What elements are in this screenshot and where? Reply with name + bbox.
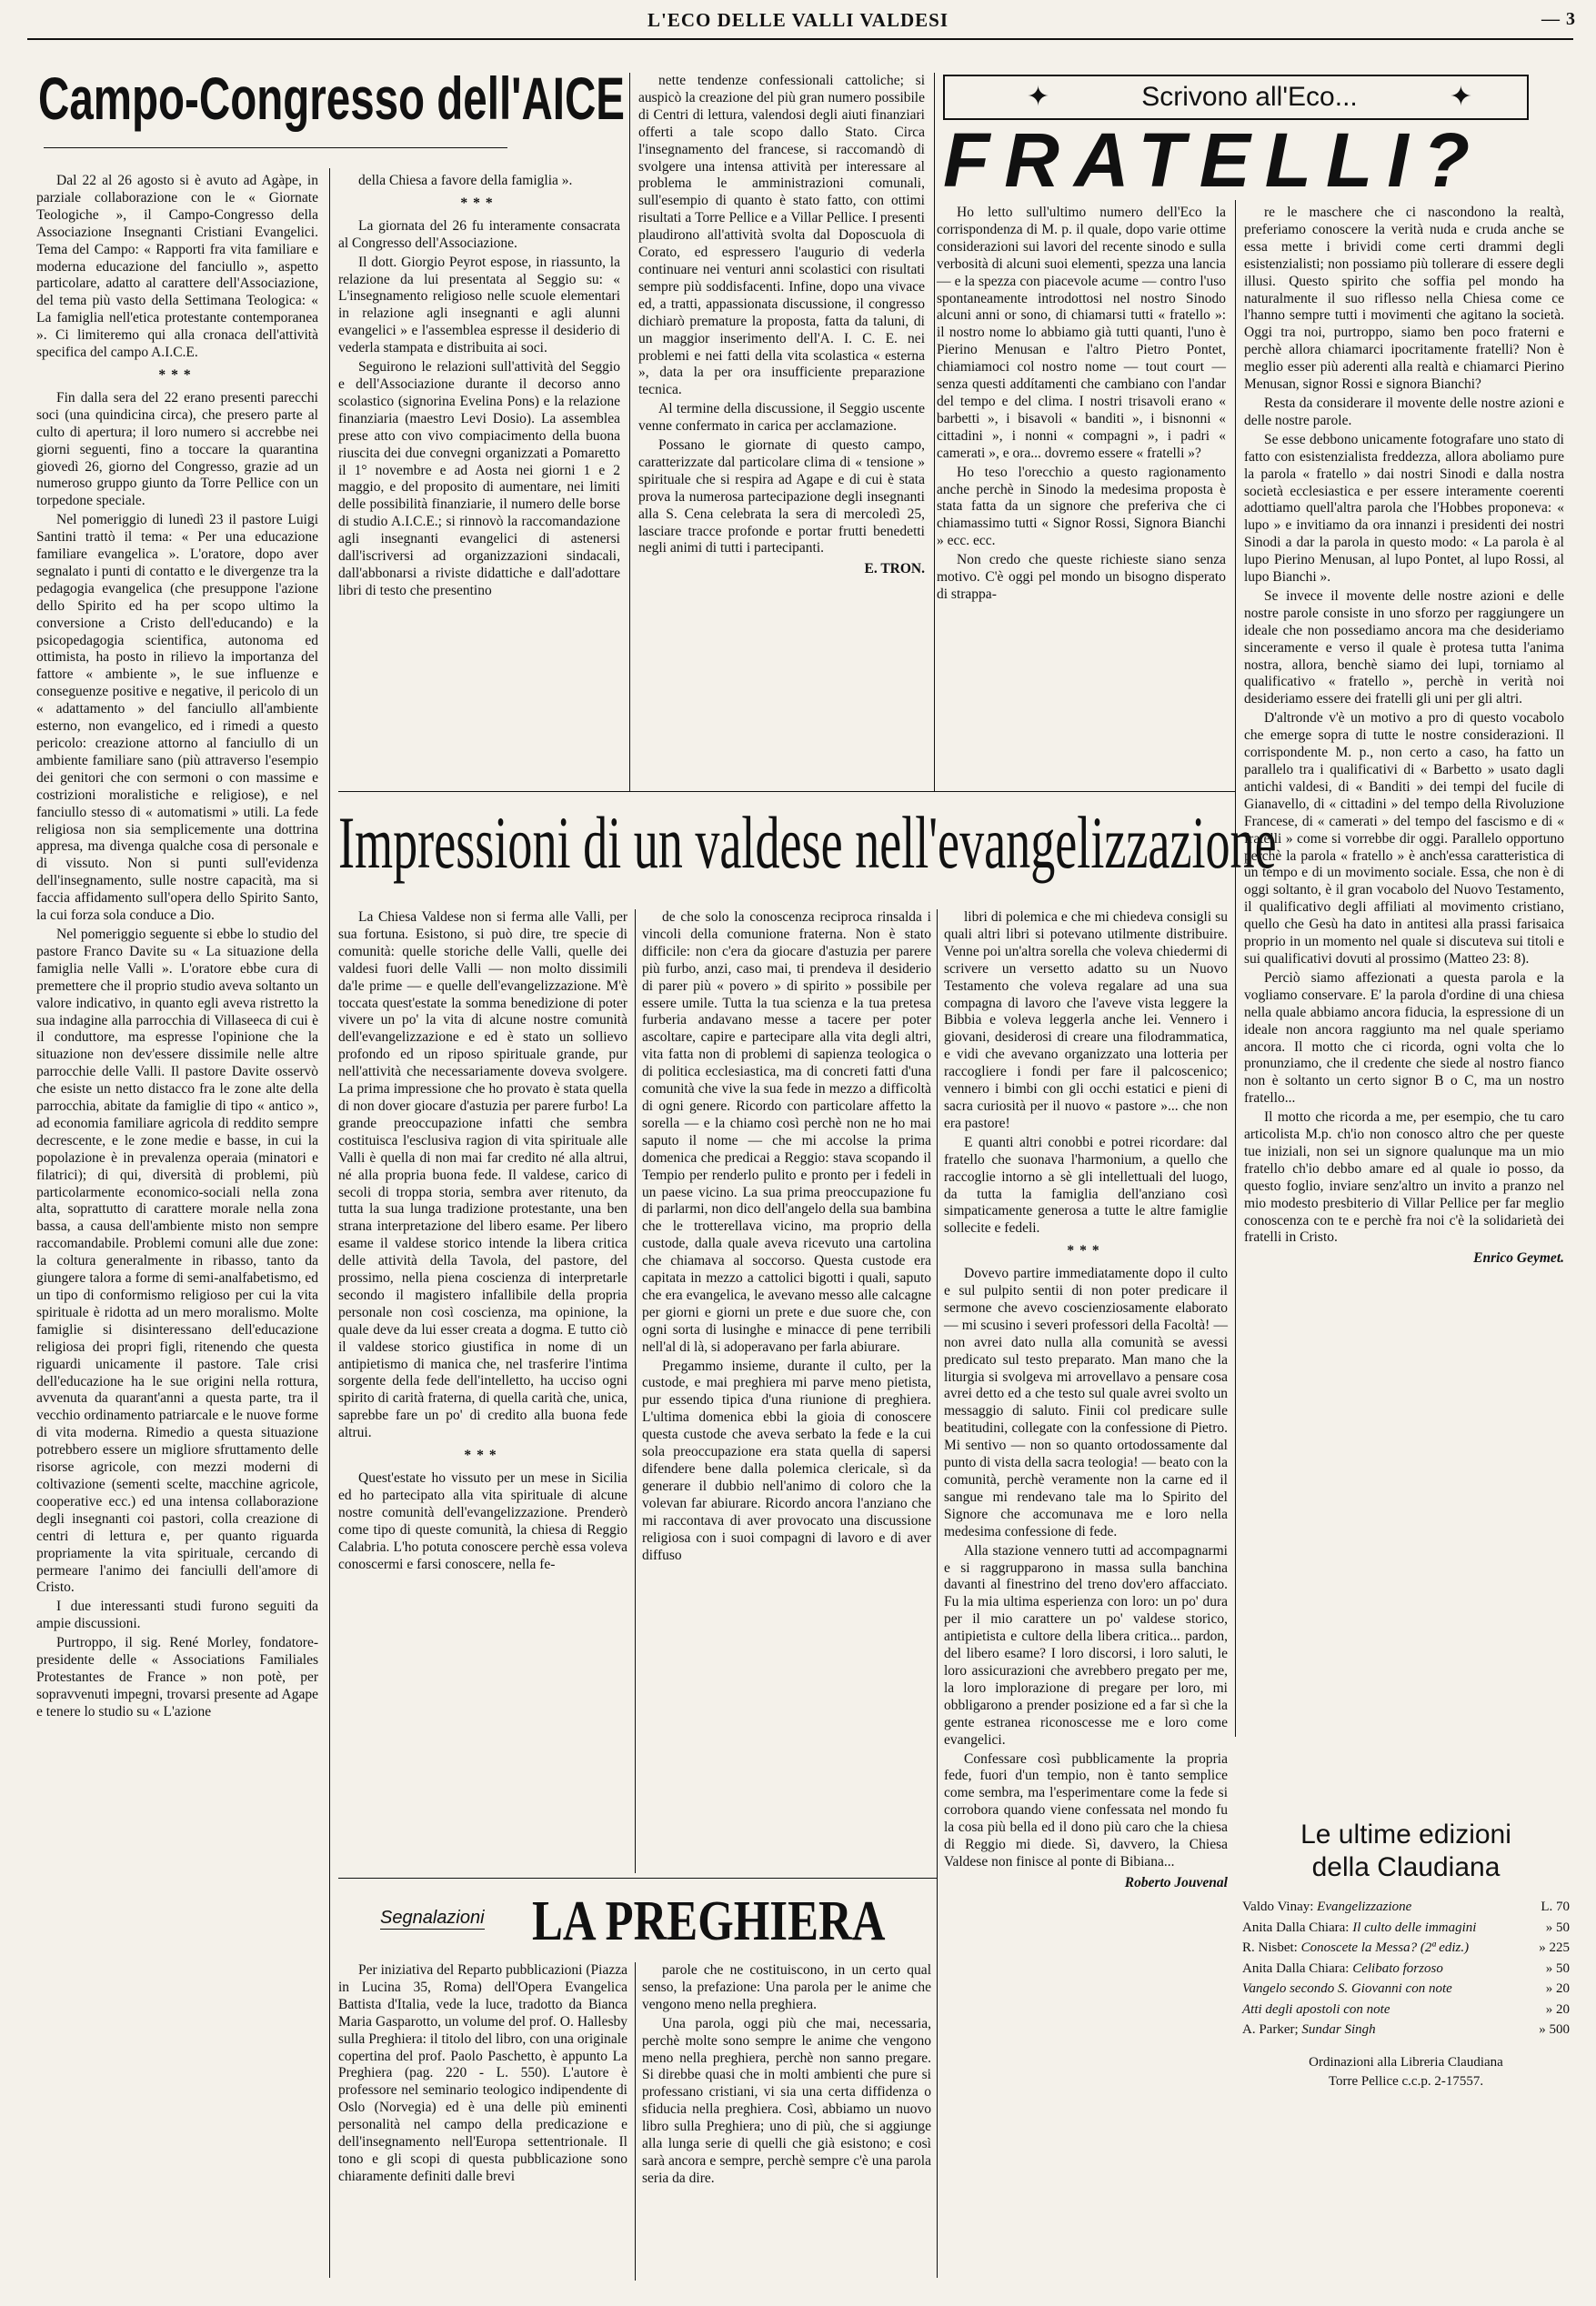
claudiana-book-author: Anita Dalla Chiara: (1242, 1920, 1353, 1935)
claudiana-book-item (1242, 1918, 1570, 1939)
column-divider (934, 73, 935, 791)
claudiana-book-item (1242, 1959, 1570, 1980)
fratelli-tag (943, 75, 1529, 120)
aice-paragraph: Il dott. Giorgio Peyrot espose, in riassunto, la relazione da lui presentata al Seggio su: « L'insegnamento religioso nelle scuole elementari in relazione agli insegnanti e agli alunni evangelici » e l'assemblea espresse il desiderio di vederla stampata e distribuita ai soci. (338, 254, 620, 356)
aice-paragraph: Dal 22 al 26 agosto si è avuto ad Agàpe, in parziale collaborazione con le « Giornate Teologiche », il Campo-Congresso della Associazione Insegnanti Cristiani Evangelici. Tema del Campo: « Rapporti fra vita familiare e moderna educazione del fanciullo », aspetto particolare, adatto al carattere dell'Associazione, del tema più vasto della Settimana Teologica: « La famiglia nell'etica protestante contemporanea ». Ci limiteremo qui alla cronaca dell'attività specifica del campo A.I.C.E. (36, 173, 318, 361)
claudiana-book-price: » 50 (1545, 1920, 1570, 1935)
aice-column-3 (638, 73, 925, 791)
impressioni-paragraph: La Chiesa Valdese non si ferma alle Valli, per sua fortuna. Esistono, si può dire, tre specie di comunità: quelle storiche delle Valli, quelle dei valdesi fuori delle Valli — non molto dissimili da'le prime — e quelle dell'evangelizzazione. M'è toccata quest'estate la somma benedizione di poter vivere un po' la vita di alcune nostre comunità dell'evangelizzazione e ed è stato un sollievo profondo ed un riposo spirituale grande, pur nell'attività che necessariamente doveva svolgere. La prima impressione che ho provato è stata quella di non dover giocare d'astuzia per parere furbo! La grande preoccupazione infatti che sembra costituisca l'esclusiva ragion di vita spirituale alle Valli è quella di non mai far credito né alla altrui, né alla propria buona fede. Il valdese, carico di secoli di troppa storia, sembra aver ritenuto, da tutta la sua lunga tradizione protestante, una ben strana interpretazione del libero esame. Per libero esame il valdese storico intende la libera critica delle attività della Tavola, del pastore, del prossimo, nella piena coscienza di interpretarle secondo il magistero infallibile della propria personale non così coscienza, ma opinione, la quale deve da lui esser creata a dogma. E tutto ciò il valdese storico giustifica in nome di un antipietismo di manica che, nel trasferire l'intima sorgente della fede dell'intelletto, ha ucciso ogni spirito di carità fraterna, di quella carità che, unica, saprebbe fare un po' di credito alla buona fede altrui. (338, 909, 627, 1441)
fratelli-paragraph: Il motto che ricorda a me, per esempio, che tu caro articolista M.p. ch'io non conosco altro che per queste tue iniziali, non sei un signore qualunque ma un mio fratello ch'io debbo amare ed al quale io posso, da questo foglio, inviare senz'altro un invito a pranzo nel mio modesto presbiterio di Villar Pellice per far meglio conoscenza con te e perchè fra noi c'è la solidarietà dei fratelli in Cristo. (1244, 1109, 1564, 1246)
impressioni-paragraph: E quanti altri conobbi e potrei ricordare: dal fratello che suonava l'harmonium, a quello che raccoglie intorno a sè gli intellettuali del luogo, da tutta la famiglia dell'anziano così simpaticamente generosa a tutte le altre famiglie sollecite e fedeli. (944, 1134, 1228, 1237)
fratelli-paragraph: D'altronde v'è un motivo a pro di questo vocabolo che emerge sopra di tutte le nostre considerazioni. Il corrispondente M. p., non certo a caso, ha fatto un parallelo tra i qualificativi di « Barbetto » usato dagli antichi valdesi, di « Banditi » dei tempi del fucile di Gianavello, di « cittadini » del tempo della Rivoluzione Francese, di « camerati » del tempo del fascismo e di « fratelli » come si vorrebbe dir oggi. Parallelo opportuno perchè la parola « fratello » è anch'essa caratteristica di un tempo e di un movimento sociale. Essa, che non è di oggi soltanto, è il gran vocabolo del Nuovo Testamento, il qualificativo degli affiliati al movimento cristiano, quello che Gesù ha dato in antitesi alla prassi farisaica proprio in un momento nel quale si discuteva sui titoli e sui qualificativi dovuti al prossimo (Matteo 23: 8). (1244, 710, 1564, 967)
claudiana-book-title: Vangelo secondo S. Giovanni con note (1242, 1981, 1452, 1996)
claudiana-book-item (1242, 1979, 1570, 2000)
impressioni-paragraph: Alla stazione vennero tutti ad accompagnarmi e si raggrupparono in massa sulla banchina davanti al finestrino del treno dov'ero affacciato. Fu la mia ultima esperienza con loro: un po' dura per il mio carattere un po' valdese storico, antipietista e cultore della libera critica... pardon, del libero esame? I loro discorsi, i loro saluti, le loro assicurazioni che avrebbero pregato per me, la loro implorazione di pregare per loro, mi obbligarono a prender posizione ed a far sì che la gente estranea riconoscesse me e loro come evangelici. (944, 1542, 1228, 1748)
fratelli-paragraph: Non credo che queste richieste siano senza motivo. C'è oggi pel mondo un bisogno disperato di strappa- (937, 552, 1226, 602)
fratelli-paragraph: Se esse debbono unicamente fotografare uno stato di fatto con esistenzialista freddezza, allora aboliamo pure la parola « fratello » dai nostri Sinodi e dalla nostra società ecclesiastica e per essere interamente coerenti adottiamo quell'altra parola che l'Hobbes proponeva: « lupo » e invitiamo da ora innanzi i presidenti dei nostri Sinodi a dar la parola in questo modo: « La parola è al lupo Pierino Menusan, al lupo Pontet, al lupo Rossi, al lupo Bianchi ». (1244, 431, 1564, 586)
impressioni-column-2 (642, 909, 931, 1873)
claudiana-book-price: » 225 (1539, 1940, 1570, 1955)
aice-paragraph: Fin dalla sera del 22 erano presenti parecchi soci (una quindicina circa), che presero parte al culto di apertura; il loro numero si accrebbe nei giorni seguenti, fino a toccare la quarantina giovedì 26, giorno del Congresso, grazie ad un numeroso gruppo giunto da Torre Pellice con un torpedone speciale. (36, 389, 318, 509)
preghiera-paragraph: Per iniziativa del Reparto pubblicazioni (Piazza in Lucina 35, Roma) dell'Opera Evangelica Battista d'Italia, vede la luce, tradotto da Bianca Maria Gasparotto, un volume del prof. O. Hallesby sulla Preghiera: il titolo del libro, con una originale copertina del prof. Paolo Paschetto, è appunto La Preghiera (pag. 220 - L. 550). L'autore è professore nel seminario teologico indipendente di Oslo (Norvegia) ed è una delle più eminenti personalità nel campo della predicazione e dell'insegnamento nell'Europa settentrionale. Il tono e gli scopi di questa pubblicazione sono chiaramente definiti dalle brevi (338, 1962, 627, 2184)
column-divider (329, 168, 330, 2278)
cross-ornament-icon: ✦ (1027, 82, 1050, 112)
column-divider (937, 909, 938, 2278)
section-separator: *** (158, 366, 196, 383)
impressioni-column-3 (944, 909, 1228, 2278)
fratelli-paragraph: Resta da considerare il movente delle nostre azioni e delle nostre parole. (1244, 395, 1564, 428)
claudiana-book-entry (1242, 1979, 1452, 2000)
aice-paragraph: della Chiesa a favore della famiglia ». (358, 173, 573, 188)
aice-paragraph: Seguirono le relazioni sull'attività del Seggio e dell'Associazione durante il decorso anno scolastico (signorina Evelina Pons) e la relazione finanziaria (maestro Levi Dosio). La assemblea prese atto con vivo compiacimento della buona riuscita dei due convegni organizzati a Pomaretto il 1° novembre e ad Aosta nei giorni 1 e 2 maggio, e del proposito di aumentare, nei limiti delle possibilità finanziarie, il numero delle borse di studio A.I.C.E.; si rinnovò la raccomandazione agli insegnanti evangelici di astenersi dall'iscriversi ad organizzazioni sindacali, dall'abbonarsi a riviste didattiche e dall'adottare libri di testo che presentino (338, 359, 620, 598)
aice-paragraph: Nel pomeriggio seguente si ebbe lo studio del pastore Franco Davite su « La situazione della famiglia nelle Valli ». L'oratore ebbe cura di premettere che il proprio studio aveva soltanto un valore indicativo, in quanto egli aveva ristretto la sua indagine alla parrocchia di Villaseeca di cui è il conduttore, ma espresse l'opinione che la situazione non dev'essere dissimile nelle altre parrocchie delle Valli. Il pastore Davite osservò che esiste un netto distacco fra le zone alte della parrocchia, abitate da famiglie di tipo « antico », ad economia familiare agricola di reddito sempre decrescente, e le zone medie e basse, in cui la popolazione è in prevalenza operaia (minatori e filatrici); di qui, diversità di problemi, più particolarmente economico-sociali nella zona alta, soprattutto di carattere morale nella zona bassa, a causa dell'ambiente misto non sempre raccomandabile. Problemi comuni alle due zone: la coltura generalmente in ribasso, tanto da giungere talora a forme di semi-analfabetismo, ed un tipo di conformismo religioso per cui la vita spirituale è ridotta ad un mero moralismo. Molte famiglie si disinteressano dell'educazione religiosa dei propri figli, ritenendo che questa riguardi unicamente il pastore. Tale crisi dell'educazione ha le sue origini nella rottura, avvenuta da quarant'anni a questa parte, tra il vecchio ordinamento patriarcale e le nuove forme di vita moderna. Rimedio a questa situazione potrebbero essere un migliore sfruttamento delle risorse agricole, con mezzi moderni di coltivazione (sementi scelte, macchine agricole, cooperative ecc.) ed una intensa collaborazione degli insegnanti coi pastori, colla creazione di centri di lettura e, per quanto riguarda propriamente la vita spirituale, cercando di permeare l'animo dei fanciulli dell'amore di Cristo. (36, 926, 318, 1596)
fratelli-signature: Enrico Geymet. (1473, 1250, 1564, 1267)
claudiana-heading: Le ultime edizioni (1300, 1820, 1511, 1850)
aice-paragraph: Al termine della discussione, il Seggio uscente venne confermato in carica per acclamazione. (638, 401, 925, 435)
aice-paragraph: Possano le giornate di questo campo, caratterizzate dal particolare clima di « tensione » spirituale che si respira ad Agape e di cui è stata prova la numerosa partecipazione degli insegnanti alla S. Cena celebrata la sera di mercoledì 25, lasciare tracce profonde e portar frutti benedetti negli animi di tutti i partecipanti. (638, 437, 925, 556)
column-divider (629, 73, 630, 791)
preghiera-tag: Segnalazioni (380, 1908, 485, 1928)
aice-column-2 (338, 173, 620, 791)
fratelli-column-1 (937, 205, 1226, 777)
claudiana-book-title: Sundar Singh (1301, 2022, 1376, 2037)
section-rule (338, 1878, 937, 1879)
fratelli-paragraph: Ho teso l'orecchio a questo ragionamento anche perchè in Sinodo la medesima proposta è stata fatta da un signore che preferiva che ci chiamassimo tutti « Signor Rossi, Signora Bianchi » ecc. ecc. (937, 464, 1226, 549)
aice-paragraph: Nel pomeriggio di lunedì 23 il pastore Luigi Santini trattò il tema: « Per una educazione familiare evangelica ». L'oratore, dopo aver segnalato i punti di contatto e le divergenze tra la pedagogia evangelica (che presuppone l'azione dello Spirito ed ha per scopo ultimo la conversione a Cristo dell'educando) e la psicopedagogia scientifica, autonoma ed ottimista, ha posto in rilievo la importanza del fattore « ambiente », le sue influenze e conseguenze positive e negative, il pericolo di un « adattamento » del fanciullo all'ambiente esterno, non evangelico, ed i rimedi a questo pericolo: creazione attorno al fanciullo di un ambiente familiare sano (più attraverso l'esempio dei genitori che con sermoni o con massime e costrizioni moralistiche e religiose), e nel fanciullo stesso di « automatismi » utili. La fede religiosa non sia semplicemente una dottrina appresa, ma divenga qualche cosa di personale e di vissuto. Non si punti sull'evidenza dell'insegnamento, sulle nostre capacità, ma si faccia affidamento sull'opera dello Spirito Santo, la cui forza sola conduce a Dio. (36, 512, 318, 924)
claudiana-order-line: Ordinazioni alla Libreria Claudiana (1309, 2054, 1503, 2070)
column-divider (635, 909, 636, 1873)
preghiera-column-2 (642, 1962, 931, 2290)
column-divider (635, 1962, 636, 2281)
aice-headline-box (38, 64, 625, 150)
claudiana-book-author: Valdo Vinay: (1242, 1900, 1318, 1914)
aice-column-1 (36, 173, 318, 2282)
preghiera-headline: LA PREGHIERA (532, 1890, 886, 1952)
claudiana-book-title: Atti degli apostoli con note (1242, 2001, 1390, 2017)
preghiera-column-1 (338, 1962, 627, 2290)
fratelli-headline: FRATELLI? (943, 117, 1485, 203)
aice-paragraph: I due interessanti studi furono seguiti da ampie discussioni. (36, 1599, 318, 1632)
impressioni-paragraph: Quest'estate ho vissuto per un mese in Sicilia ed ho partecipato alla vita spirituale di alcune nostre comunità dell'evangelizzazione. Prenderò come tipo di queste comunità, la chiesa di Reggio Calabria. L'ho potuta conoscere perchè essa voleva conoscermi e farsi conoscere, nella fe- (338, 1470, 627, 1572)
preghiera-paragraph: Una parola, oggi più che mai, necessaria, perchè molte sono sempre le anime che vengono meno nella preghiera, perchè non sanno pregare. Si direbbe quasi che in molti ambienti che pure si professano cristiani, vi sia una certa diffidenza o sfiducia nella preghiera. Così, abbiamo un nuovo libro sulla Preghiera; uno di più, che si aggiunge alla lunga serie di quelli che già esistono; e così sarà ancora e sempre, perchè sempre c'è una parola seria da dire. (642, 2015, 931, 2186)
claudiana-box (1242, 1819, 1570, 2273)
fratelli-headline-box (943, 116, 1580, 203)
claudiana-book-list (1242, 1897, 1570, 2040)
claudiana-book-item (1242, 2000, 1570, 2020)
impressioni-paragraph: Confessare così pubblicamente la propria fede, fuori d'un tempio, non è tanto semplice come sembra, ma l'esperimentare come la fede si corrobora quando viene confessata nel mondo fu la cosa più bella ed il dono più caro che la chiesa di Reggio mi diede. Sì, davvero, la Chiesa Valdese non finisce al ponte di Bibiana... (944, 1750, 1228, 1870)
claudiana-book-entry (1242, 2000, 1390, 2020)
masthead-title: L'ECO DELLE VALLI VALDESI (647, 9, 949, 31)
aice-paragraph: Purtroppo, il sig. René Morley, fondatore-presidente delle « Associations Familiales Protestantes de France » non potè, per sopravvenuti impegni, trovarsi presente ad Agape e tenere lo studio su « L'azione (36, 1635, 318, 1719)
aice-paragraph: nette tendenze confessionali cattoliche; si auspicò la creazione del più gran numero possibile di Centri di lettura, valendosi degli aiuti finanziari offerti a tale scopo dallo Stato. Circa l'insegnamento del francese, si raccomandò di svolgere una intensa attività per interessare al problema le amministrazioni comunali, sull'esempio di quanto è stato fatto, con ottimi risultati a Torre Pellice e a Villar Pellice. I presenti plaudirono all'attività svolta dal Doposcuola di Corato, ed espressero l'augurio di vederla continuare nei venturi anni scolastici con risultati sempre più soddisfacenti. Infine, dopo una vivace ed, a tratti, appassionata discussione, il congresso dichiarò premature la proposta, fatta da taluni, di un maggior inserimento dell'A. I. C. E. nei problemi e nei fatti della vita scolastica « esterna », data la per ora insufficiente preparazione tecnica. (638, 73, 925, 398)
claudiana-book-author: Anita Dalla Chiara: (1242, 1960, 1353, 1976)
fratelli-tag-text: Scrivono all'Eco... (1141, 82, 1358, 112)
impressioni-paragraph: Dovevo partire immediatamente dopo il culto e sul pulpito sentii di non poter predicare il sermone che avevo coscienziosamente elaborato — mi scusino i severi professori della Facoltà! — non avrei dato nulla alla comunità se avessi predicato sul testo preparato. Man mano che la liturgia si svolgeva mi arrovellavo a pensare cosa avrei detto ed a che testo sul quale avrei svolto un messaggio di saluto. Finii col predicare sulle beatitudini, collegate con la confessione di Pietro. Mi sentivo — non so quanto ortodossamente dal punto di vista della sacra teologia! — beato con la comunità, perchè veramente non la carne ed il sangue mi rendevano tale ma lo Spirito del Signore che accomunava me e loro nella medesima confessione di fede. (944, 1266, 1228, 1539)
claudiana-book-title: Il culto delle immagini (1352, 1920, 1477, 1935)
claudiana-book-price: » 50 (1545, 1960, 1570, 1976)
section-separator: *** (460, 195, 498, 211)
masthead-rule (27, 38, 1573, 40)
claudiana-book-entry (1242, 1959, 1443, 1980)
fratelli-paragraph: Se invece il movente delle nostre azioni e delle nostre parole consiste in uno sforzo per raggiungere un ideale che non possediamo ancora ma che desideriamo sinceramente e verso il quale è protesa tutta l'anima nostra, allora, benchè siamo dei lupi, torniamo al qualificativo « fratello », perchè in verità noi desideriamo essere dei fratelli gli uni per gli altri. (1244, 587, 1564, 707)
claudiana-book-entry (1242, 1897, 1411, 1918)
aice-signature: E. TRON. (864, 561, 925, 577)
claudiana-book-price: L. 70 (1541, 1900, 1570, 1914)
section-separator: *** (1067, 1243, 1105, 1259)
claudiana-book-title: Conoscete la Messa? (2ª ediz.) (1300, 1940, 1470, 1955)
preghiera-headline-box (532, 1890, 914, 1953)
impressioni-column-1 (338, 909, 627, 1873)
cross-ornament-icon: ✦ (1449, 82, 1472, 112)
impressioni-paragraph: Pregammo insieme, durante il culto, per la custode, e mai preghiera mi parve meno pietista, pur essendo tipica d'una riunione di preghiera. L'ultima domenica ebbi la gioia di conoscere questa custode che aveva serbato la fede e la cui sola preoccupazione era stata quella di sapersi difendere bene dalla polemica clericale, sì da generare il dubbio nell'animo di coloro che la volevan far abiurare. Ricordo ancora l'anziano che mi raccontava di aver provocato una discussione religiosa con i suoi compagni di lavoro e di aver diffuso (642, 1358, 931, 1563)
claudiana-book-item (1242, 2020, 1570, 2040)
impressioni-headline: Impressioni di un valdese nell'evangelizzazione (338, 801, 1277, 884)
claudiana-order-line: Torre Pellice c.c.p. 2-17557. (1328, 2073, 1484, 2089)
claudiana-book-price: » 20 (1545, 2001, 1570, 2017)
impressioni-signature: Roberto Jouvenal (1124, 1874, 1228, 1890)
fratelli-paragraph: Perciò siamo affezionati a questa parola e la vogliamo conservare. E' la parola d'ordine di una chiesa nella quale abbiamo ancora fiducia, la espressione di un ideale non ancora raggiunto ma nel quale speriamo ancora. Il motto che ci ricorda, ogni volta che lo pronunziamo, che il credente che siede al nostro fianco non è soltanto un certo signor B o C, ma un nostro fratello... (1244, 969, 1564, 1107)
impressioni-headline-box (338, 800, 1277, 891)
claudiana-book-entry (1242, 2020, 1376, 2040)
section-separator: *** (464, 1448, 502, 1464)
impressioni-paragraph: libri di polemica e che mi chiedeva consigli su quali altri libri si potevano utilmente distribuire. Venne poi un'altra sorella che voleva chiedermi di scrivere un versetto adatto su un Nuovo Testamento che voleva regalare ad una sua compagna di lavoro che l'aveve vista leggere la Bibbia e voleva leggerla anche lei. Vennero i giovani, desiderosi di creare una filodrammatica, e vidi che avevano organizzato una lotteria per raccogliere i fondi per fare il palcoscenico; vennero i bimbi con gli occhi estatici e pieni di sacra curiosità per il nuovo « pastore »... che non era pastore! (944, 909, 1228, 1131)
claudiana-book-item (1242, 1938, 1570, 1959)
section-rule (338, 791, 1235, 792)
preghiera-paragraph: parole che ne costituiscono, in un certo qual senso, la prefazione: Una parola per le anime che vengono meno nella preghiera. (642, 1962, 931, 2012)
fratelli-paragraph: re le maschere che ci nascondono la realtà, preferiamo conoscere la verità nuda e cruda anche se essa mette i brividi come certi drammi degli esistenzialisti; non possiamo più tollerare di essere degli illusi. Questo spirito che soffia pel mondo ha naturalmente il suo riflesso nella Chiesa come ce l'hanno sempre tutti i movimenti che agitano la società. Oggi tra noi, purtroppo, siamo ben poco fraterni e perchè allora chiamarci ipocritamente fratelli? Non è meglio esser più aderenti alla realtà e chiamarci Pierino Menusan, signor Rossi e signora Bianchi? (1244, 205, 1564, 393)
claudiana-book-entry (1242, 1938, 1469, 1959)
claudiana-book-title: Celibato forzoso (1352, 1960, 1443, 1976)
claudiana-book-title: Evangelizzazione (1317, 1900, 1412, 1914)
claudiana-book-entry (1242, 1918, 1476, 1939)
claudiana-book-item (1242, 1897, 1570, 1918)
impressioni-paragraph: de che solo la conoscenza reciproca rinsalda i vincoli della comunione fraterna. Non è stato difficile: non c'era da giocare d'astuzia per parere più furbo, anzi, caso mai, ti prendeva il desiderio di parer più « povero » di spirito » possibile per essere umile. Tutta la tua scienza e la tua pretesa furberia andavano messe a tacere per poter ascoltare, capire e partecipare alla vita degli altri, vita fatta non di problemi di sapienza teologica o di politica ecclesiastica, ma di concreti fatti d'una comunità che vive la sua fede in mezzo a difficoltà di ogni genere. Ricordo con particolare affetto la sorella — e la chiamo così perchè non ne ho mai saputo il nome — che mi accolse la prima domenica che predicai a Reggio: stava scopando il Tempio per renderlo pulito e pronto per i fedeli in un paese vicino. La sua prima preoccupazione fu di parlarmi, non dico dell'angelo della sua bambina che le trotterellava vicino, ma proprio della custode, dalla quale aveva ricevuto una cartolina che chiamava al soccorso. Questa custode era capitata in mezzo a cattolici bigotti i quali, saputo che era evangelica, le avevano messo alle calcagne per giorni e giorni un prete e due suore che, con ogni sorta di lusinghe e minacce di pene terribili nell'al di là, si adoperavano per farla abiurare. (642, 909, 931, 1355)
fratelli-column-2 (1244, 205, 1564, 1719)
aice-headline-rule (44, 147, 507, 148)
column-divider (1235, 200, 1236, 1737)
aice-headline: Campo-Congresso dell'AICE (38, 65, 625, 132)
claudiana-book-price: » 500 (1539, 2022, 1570, 2037)
claudiana-book-author: A. Parker; (1242, 2022, 1302, 2037)
aice-paragraph: La giornata del 26 fu interamente consacrata al Congresso dell'Associazione. (338, 217, 620, 251)
fratelli-paragraph: Ho letto sull'ultimo numero dell'Eco la corrispondenza di M. p. il quale, dopo varie ottime considerazioni sui lavori del recente sinodo e sulla verbosità di alcuni suoi elementi, spezza una lancia — e la spezza con piacevole acume — contro l'uso spontaneamente introdottosi nel nostro Sinodo alcuni anni or sono, di chiamarsi tutti « fratello »: il nostro nome lo abbiamo già tutti quanti, l'uno è Pierino Menusan e l'altro Pietro Pontet, chiamiamoci col nostro nome — tout court — senza questi addítamenti che cambiano con l'andar del tempo e del clima. I nostri trisavoli erano « barbetti », i bisavoli « banditi », i bisnonni « cittadini », i nonni « compagni », i padri « camerati », e ora... dovremo essere « fratelli »? (937, 205, 1226, 461)
claudiana-book-price: » 20 (1545, 1981, 1570, 1996)
page-number: — 3 (1541, 9, 1576, 29)
claudiana-book-author: R. Nisbet: (1242, 1940, 1301, 1955)
claudiana-heading: della Claudiana (1311, 1852, 1501, 1882)
